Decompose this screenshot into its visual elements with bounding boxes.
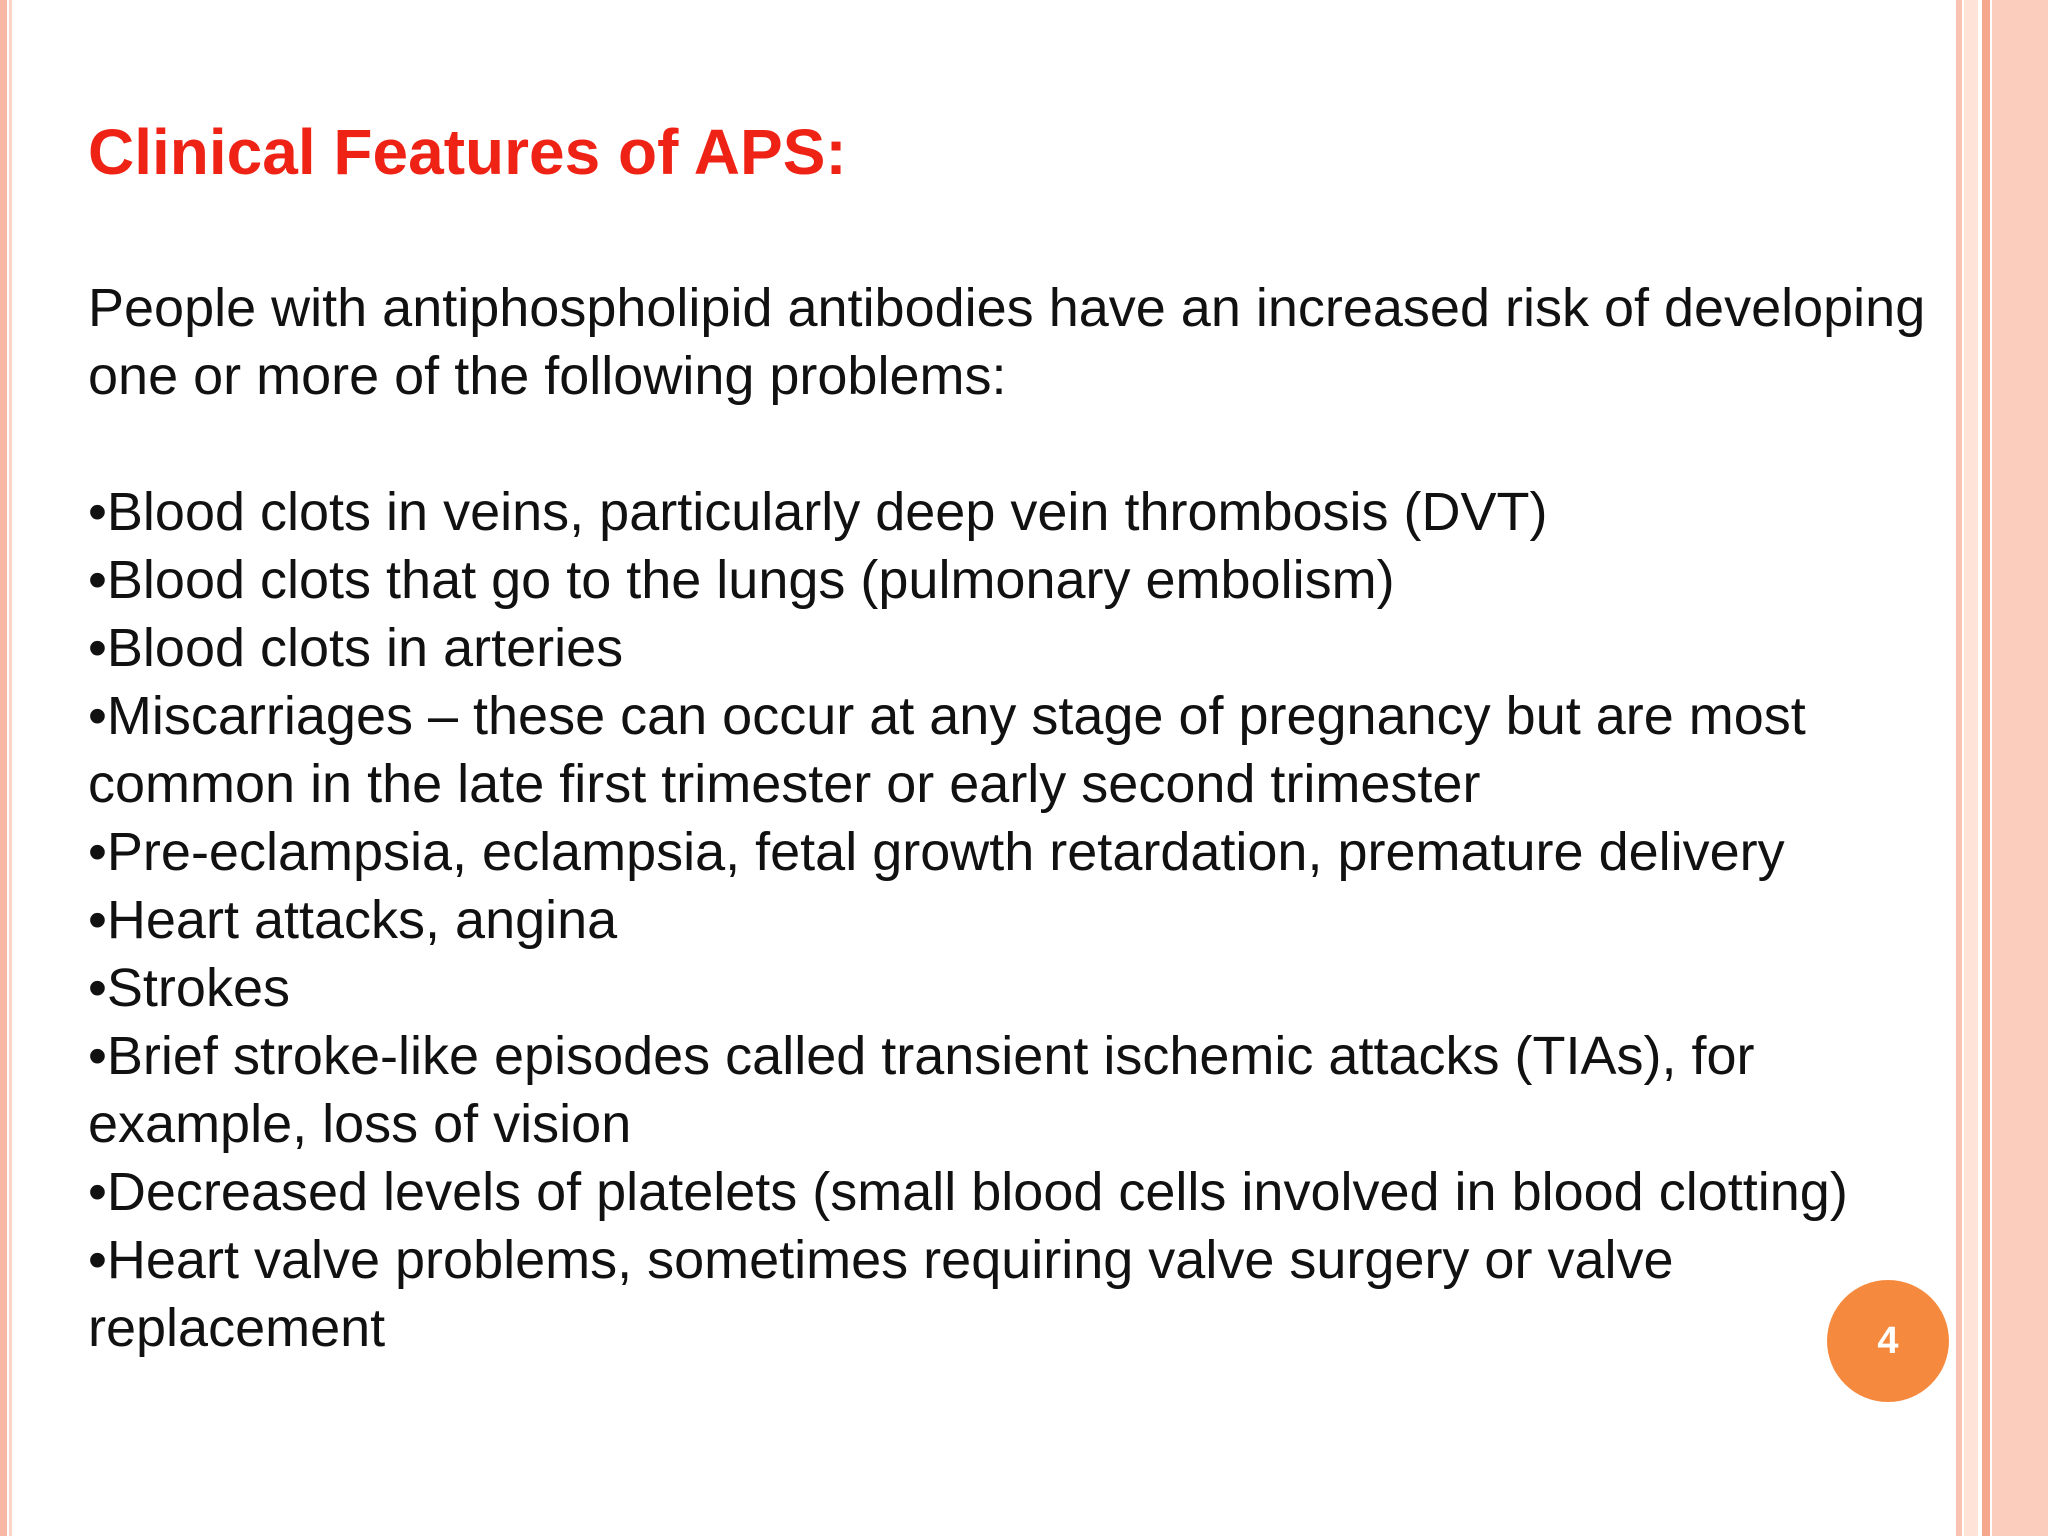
bullet-icon: •	[88, 890, 107, 950]
bullet-text: Brief stroke-like episodes called transient ischemic attacks (TIAs), for example, loss of vision	[88, 1026, 1755, 1154]
bullet-icon: •	[88, 822, 107, 882]
bullet-icon: •	[88, 1162, 107, 1222]
bullet-item	[88, 886, 1948, 954]
bullet-icon: •	[88, 1230, 107, 1290]
bullet-icon: •	[88, 958, 107, 1018]
right-border-stripe	[1982, 0, 1990, 1536]
bullet-icon: •	[88, 550, 107, 610]
bullet-item	[88, 1022, 1948, 1158]
left-border-stripe-inner	[9, 0, 12, 1536]
right-border-stripe	[1992, 0, 2048, 1536]
bullet-text: Heart attacks, angina	[106, 890, 618, 950]
bullet-item	[88, 954, 1948, 1022]
bullet-icon: •	[88, 482, 107, 542]
bullet-text: Heart valve problems, sometimes requiring valve surgery or valve replacement	[88, 1230, 1674, 1358]
bullet-icon: •	[88, 1026, 107, 1086]
right-border-stripe	[1956, 0, 1962, 1536]
bullet-text: Strokes	[106, 958, 290, 1018]
bullet-text: Blood clots that go to the lungs (pulmonary embolism)	[106, 550, 1395, 610]
bullet-text: Blood clots in arteries	[106, 618, 624, 678]
page-number-badge	[1827, 1280, 1949, 1402]
bullet-icon: •	[88, 618, 107, 678]
bullet-item	[88, 818, 1948, 886]
bullet-icon: •	[88, 686, 107, 746]
intro-paragraph: People with antiphospholipid antibodies have an increased risk of developing one or more of the following problems:	[88, 278, 1926, 406]
bullet-list	[88, 478, 1948, 1362]
bullet-text: Pre-eclampsia, eclampsia, fetal growth retardation, premature delivery	[106, 822, 1785, 882]
left-border-stripe	[0, 0, 7, 1536]
slide-body	[88, 274, 1948, 1362]
bullet-text: Miscarriages – these can occur at any stage of pregnancy but are most common in the late first trimester or early second trimester	[88, 686, 1806, 814]
bullet-text: Decreased levels of platelets (small blood cells involved in blood clotting)	[106, 1162, 1848, 1222]
bullet-text: Blood clots in veins, particularly deep vein thrombosis (DVT)	[106, 482, 1548, 542]
bullet-item	[88, 1158, 1948, 1226]
bullet-item	[88, 1226, 1948, 1362]
right-border-stripe	[1964, 0, 1978, 1536]
page-number: 4	[1877, 1319, 1899, 1362]
bullet-item	[88, 478, 1948, 546]
slide-title: Clinical Features of APS:	[88, 116, 847, 188]
bullet-item	[88, 614, 1948, 682]
bullet-item	[88, 546, 1948, 614]
bullet-item	[88, 682, 1948, 818]
